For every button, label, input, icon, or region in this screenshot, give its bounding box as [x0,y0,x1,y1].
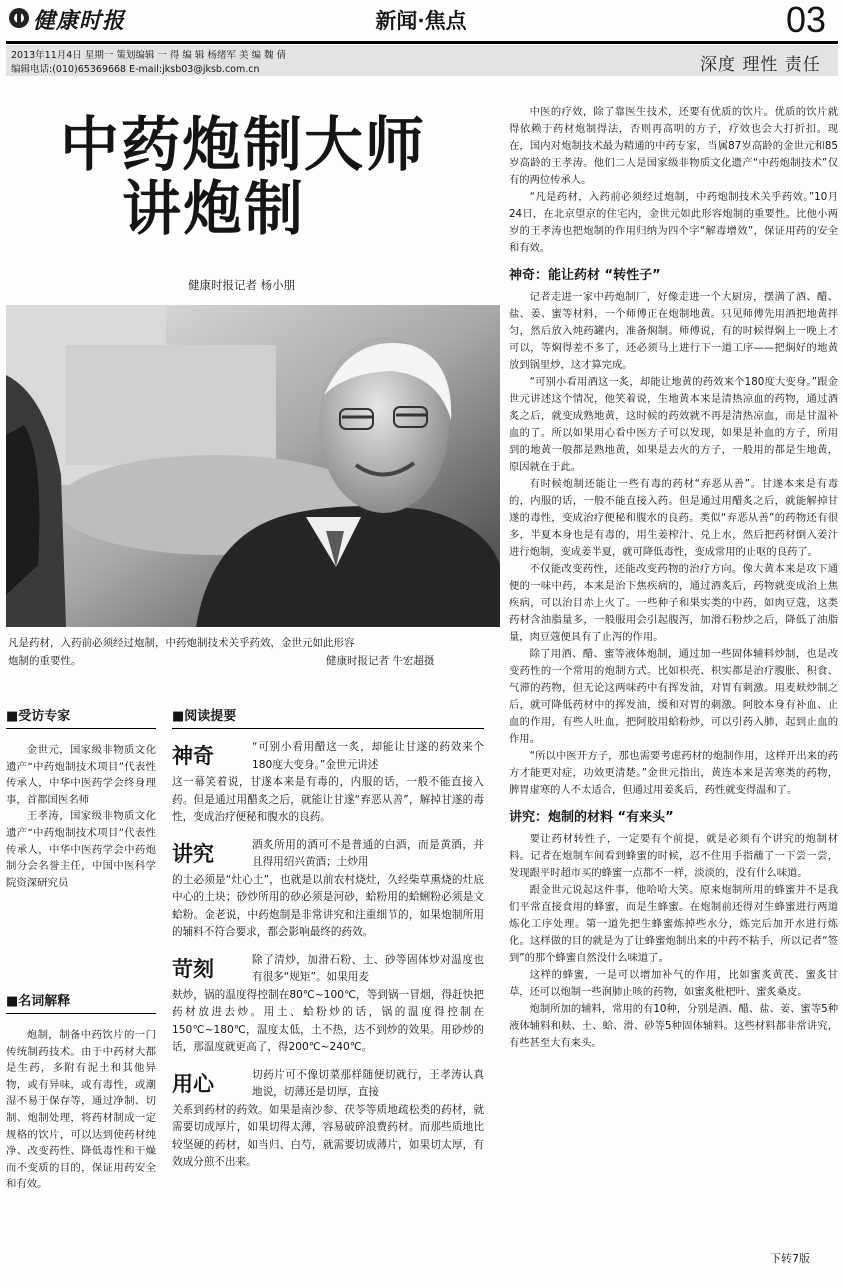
glossary-text: 炮制，制备中药饮片的一门传统制药技术。由于中药材大都是生药，多附有泥土和其他异物，或有异味，或有毒性，或潮湿不易于保存等，通过净制、切制、炮制处理，将药材制成一定规格的饮片，可以达到使药材纯净、改变药性、降低毒性和干燥而不变质的目的，保证用药安全和有效。 [6,1029,156,1191]
masthead-logo: 健康时报 [33,8,126,34]
section-title: 新闻·焦点 [375,8,467,33]
expert-wang: 王孝涛，国家级非物质文化遗产“中药炮制技术项目”代表性传承人，中华中医药学会中药炮制分会名誉主任，中国中医科学院资深研究员 [6,810,156,889]
reading-first: “可别小看用醋这一炙，却能让甘遂的药效来个180度大变身。”金世元讲述 [252,741,484,771]
article-s1-p2: “可别小看用酒这一炙，却能让地黄的药效来个180度大变身。”跟金世元讲述这个情况，他笑着说，生地黄本来是清热凉血的药物，通过酒炙之后，就变成熟地黄，这时候的药效就不再是清热凉血，而是甘温补血的了。所以如果用心看中医方子可以发现，如果是补血的方子，所用到的地黄一般都是熟地黄，如果是去火的方子，一般用的都是生地黄，原因就在于此。 [509,376,838,473]
article-s2-p3: 这样的蜂蜜，一是可以增加补气的作用，比如蜜炙黄芪、蜜炙甘草，还可以炮制一些润肺止咳的药物，如蜜炙枇杷叶、蜜炙桑皮。 [509,969,838,998]
page-number: 03 [786,0,827,40]
headline-line-1: 中药炮制大师 [60,110,427,179]
article-s1-p4: 不仅能改变药性，还能改变药物的治疗方向。像大黄本来是攻下通便的一味中药，本来是治下焦疾病的，通过酒炙后，药物就变成治上焦疾病，可以治目赤上火了。一些种子和果实类的中药，如肉豆蔻，这类药材含油脂量多，一般服用会引起腹泻，加滑石粉炒之后，降低了油脂量，肉豆蔻便具有了止泻的作用。 [509,563,838,643]
slogan: 深度 理性 责任 [700,55,821,75]
continued-note: 下转7版 [770,1252,810,1265]
logo-emblem-icon [8,7,30,29]
photo-credit: 健康时报记者 牛宏超摄 [326,655,435,667]
article-intro-2: “凡是药材，入药前必须经过炮制，中药炮制技术关乎药效。”10月24日，在北京望京的住宅内，金世元如此形容炮制的重要性。比他小两岁的王孝涛也把炮制的作用归纳为四个字“解毒增效”，保证用药的安全和有效。 [509,191,838,254]
issue-meta: 2013年11月4日 星期一 策划编辑 一 得 编 辑 杨绪军 美 编 魏 倩 [11,50,287,61]
reading-item-keke [172,952,484,1057]
reading-rest: 这一幕笑着说，甘遂本来是有毒的，内服的话，一般不能直接入药。但是通过用醋炙之后，就能让甘遂“弃恶从善”，解掉甘遂的毒性，变成治疗便秘和腹水的良药。 [172,776,484,823]
article-s1-p5: 除了用酒、醋、蜜等液体炮制，通过加一些固体辅料炒制，也是改变药性的一个常用的炮制方式。比如枳壳、枳实都是治疗腹胀、积食、气滞的药物，但无论这两味药中有挥发油，对胃有刺激。用麦麸炒制之后，就可降低药材中的挥发油，缓和对胃的刺激。阿胶本身有补血、止血的作用，有些人吐血，把阿胶用蛤粉炒，可以引药入肺，起到止血的作用。 [509,648,838,745]
glossary-heading: ■名词解释 [6,990,156,1014]
reading-item-jiangjiu [172,837,484,942]
reading-key: 讲究 [172,840,214,866]
reading-heading: ■阅读提要 [172,705,484,729]
contact-meta: 编辑电话:(010)65369668 E-mail:jksb03@jksb.com.cn [11,64,260,75]
reading-first: 切药片可不像切菜那样随便切就行，王孝涛认真地说，切薄还是切厚，直接 [252,1068,484,1098]
photo-caption-2: 炮制的重要性。 [8,655,82,667]
photo-caption-1: 凡是药材，入药前必须经过炮制，中药炮制技术关乎药效，金世元如此形容 [8,637,355,649]
glossary-box [6,990,156,1193]
article-s2-p4: 炮制所加的辅料，常用的有10种，分别是酒、醋、盐、姜、蜜等5种液体辅料和麸、土、蛤、滑、砂等5种固体辅料。这些材料都非常讲究，有些甚至大有来头。 [509,1003,838,1049]
experts-box [6,705,156,891]
main-article [509,104,838,1244]
reading-rest: 的土必须是“灶心土”，也就是以前农村烧灶，久经柴草熏烧的灶底中心的土块；砂炒所用的砂必须是河砂，蛤粉用的蛤蜊粉必须是文蛤粉。金老说，中药炮制是非常讲究和注重细节的，如果炮制所用的辅料不符合要求，都会影响最终的药效。 [172,873,484,938]
reading-key: 用心 [172,1070,214,1096]
article-intro-1: 中医的疗效，除了靠医生技术，还要有优质的饮片。优质的饮片就得依赖于药材炮制得法，否则再高明的方子，疗效也会大打折扣。现在，国内对炮制技术最为精通的中药专家，当属87岁高龄的金世元和85岁高龄的王孝涛。他们二人是国家级非物质文化遗产“中药炮制技术”仅有的两位传承人。 [509,106,838,186]
article-s2-p2: 跟金世元说起这件事，他哈哈大笑。原来炮制所用的蜂蜜并不是我们平常直接食用的蜂蜜，而是生蜂蜜。在炮制前还得对生蜂蜜进行两道炼化工序处理。第一道先把生蜂蜜炼掉些水分，炼完后加开水进行炼化。这样做的目的就是为了让蜂蜜炮制出来的中药不粘手，所以记者“签到”的那个蜂蜜自然没什么味道了。 [509,884,838,964]
section-heading-jiangjiu: 讲究：炮制的材料 “有来头” [509,810,674,825]
reading-rest: 麸炒，锅的温度得控制在80℃~100℃，等到锅一冒烟，得赶快把药材放进去炒。用土、蛤粉炒的话，锅的温度得控制在150℃~180℃，温度太低，土不热，达不到炒的效果。用砂炒的话，那温度就更高了，得200℃~240℃。 [172,988,484,1053]
section-heading-shenqi: 神奇：能让药材 “转性子” [509,268,661,283]
reading-rest: 关系到药材的药效。如果是南沙参、茯苓等质地疏松类的药材，就需要切成厚片，如果切得太薄，容易破碎浪费药材。而那些质地比较坚硬的药材，如当归、白芍，就需要切成薄片，如果切太厚，有效成分煎不出来。 [172,1103,484,1168]
reading-first: 酒炙所用的酒可不是普通的白酒，而是黄酒，并且得用绍兴黄酒；土炒用 [252,838,484,868]
reading-key: 神奇 [172,743,214,768]
article-s1-p1: 记者走进一家中药炮制厂，好像走进一个大厨房，摆满了酒、醋、盐、姜、蜜等材料，一个师傅正在炮制地黄。只见师傅先用酒把地黄拌匀，然后放入炖药罐内，准备焖制。师傅说，有的时候得焖上一晚上才可以，等焖得差不多了，还必须马上进行下一道工序——把焖好的地黄放到锅里炒，这才算完成。 [509,291,838,371]
reading-item-shenqi [172,739,484,827]
headline-line-2: 讲炮制 [122,174,306,243]
article-s2-p1: 要让药材转性子，一定要有个前提，就是必须有个讲究的炮制材料。记者在炮制车间看到蜂蜜的时候，忍不住用手指蘸了一下尝一尝，发现跟平时超市买的蜂蜜一点都不一样，淡淡的，没有什么味道。 [509,833,838,879]
headline-byline: 健康时报记者 杨小朋 [188,278,296,292]
reading-first: 除了清炒，加滑石粉、土、砂等固体炒对温度也有很多“规矩”。如果用麦 [252,953,484,983]
expert-jin: 金世元，国家级非物质文化遗产“中药炮制技术项目”代表性传承人，中华中医药学会终身理事，首都国医名师 [6,744,156,806]
interview-photo [6,305,500,627]
article-s1-p3: 有时候炮制还能让一些有毒的药材“弃恶从善”。甘遂本来是有毒的，内服的话，一般不能直接入药。但是通过用醋炙之后，就能解掉甘遂的毒性，变成治疗便秘和腹水的良药。类似“弃恶从善”的药物还有很多，半夏本身也是有毒的，用生姜榨汁、兑上水，然后把药材倒入姜汁进行炮制，变成姜半夏，就可降低毒性，变成常用的止呕的良药了。 [509,478,838,558]
reading-item-yongxin [172,1067,484,1172]
reading-box [172,705,484,1172]
experts-heading: ■受访专家 [6,705,156,729]
article-s1-p6: “所以中医开方子，那也需要考虑药材的炮制作用，这样开出来的药方才能更对症，功效更清楚。”金世元指出，黄连本来是苦寒类的药物，脾胃虚寒的人不太适合，但通过用姜炙后，药性就变得温和了。 [509,750,838,796]
reading-key: 苛刻 [172,955,214,981]
masthead-rule [6,41,838,44]
